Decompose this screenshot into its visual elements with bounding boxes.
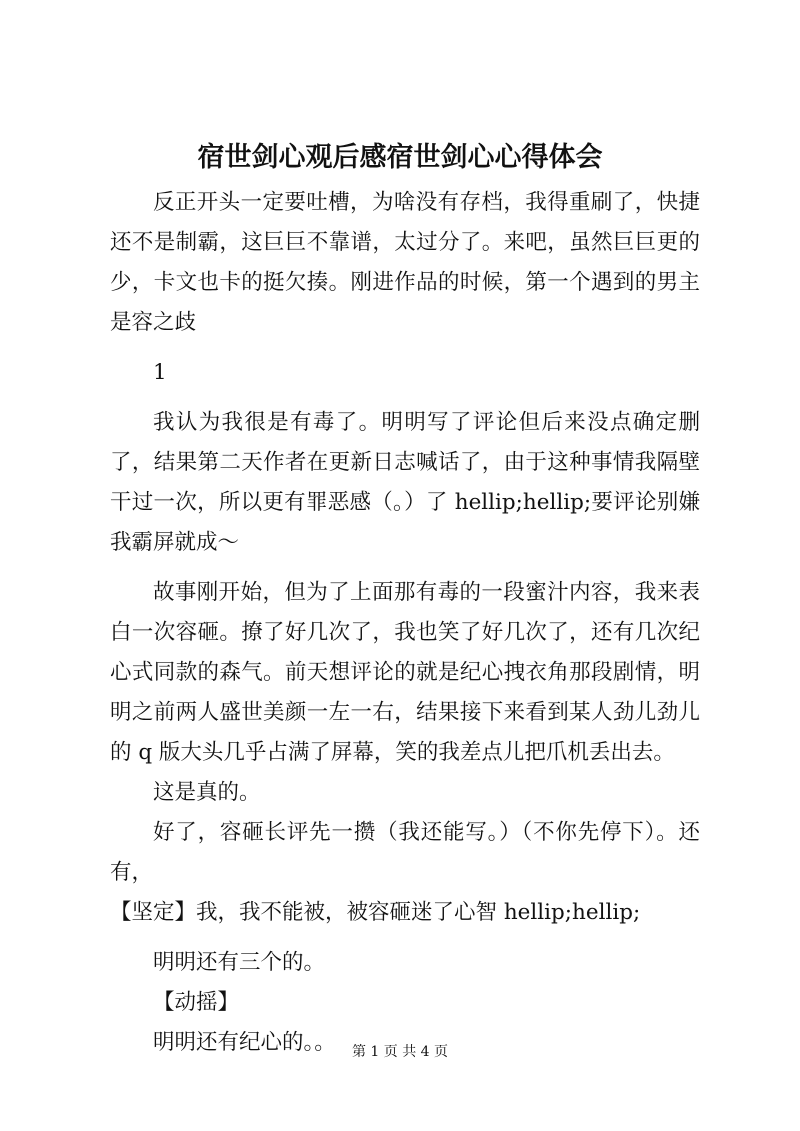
paragraph-review: 好了，容砸长评先一攒（我还能写。）（不你先停下）。还有， (110, 820, 700, 885)
paragraph-firm: 【坚定】我，我不能被，被容砸迷了心智 hellip;hellip; (110, 900, 641, 925)
paragraph-jixin: 明明还有纪心的。。 (153, 1030, 336, 1055)
paragraph-three: 明明还有三个的。 (153, 950, 326, 975)
document-title: 宿世剑心观后感宿世剑心心得体会 (197, 142, 603, 173)
paragraph-waver: 【动摇】 (153, 990, 240, 1015)
page-footer: 第 1 页 共 4 页 (351, 1044, 449, 1060)
paragraph-truth: 这是真的。 (153, 780, 261, 805)
paragraph-story: 故事刚开始，但为了上面那有毒的一段蜜汁内容，我来表白一次容砸。撩了好几次了，我也笑了好几次了，还有几次纪心式同款的森气。前天想评论的就是纪心拽衣角那段剧情，明明之前两人盛世美颜一左一右，结果接下来看到某人劲儿劲儿的 q 版大头几乎占满了屏幕，笑的我差点儿把爪机丢出去。 (110, 580, 700, 765)
document-body (110, 183, 700, 1063)
paragraph-number: 1 (153, 360, 167, 385)
paragraph-intro: 反正开头一定要吐槽，为啥没有存档，我得重刷了，快捷还不是制霸，这巨巨不靠谱，太过分了。来吧，虽然巨巨更的少，卡文也卡的挺欠揍。刚进作品的时候，第一个遇到的男主是容之歧 (110, 190, 700, 335)
paragraph-comment: 我认为我很是有毒了。明明写了评论但后来没点确定删了，结果第二天作者在更新日志喊话了，由于这种事情我隔壁干过一次，所以更有罪恶感（。）了 hellip;hellip;要评论别嫌我霸屏就成～ (110, 410, 700, 555)
